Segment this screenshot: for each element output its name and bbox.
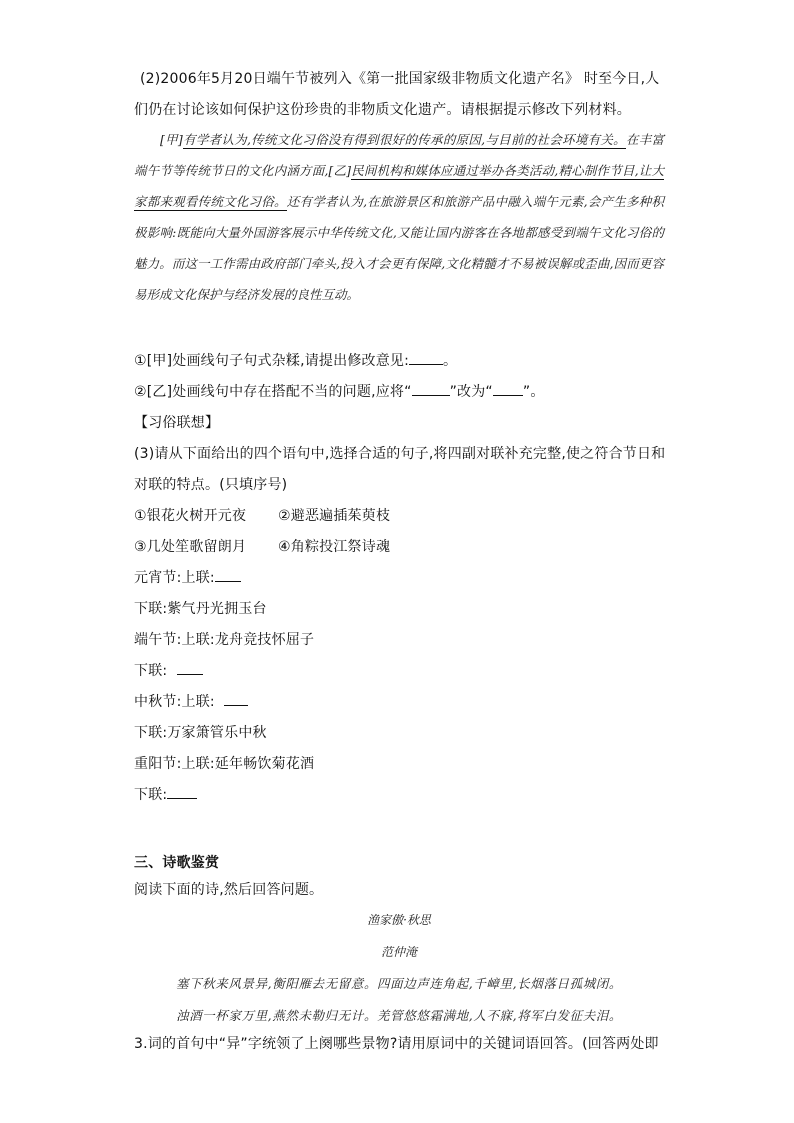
answer-blank[interactable] bbox=[409, 352, 443, 365]
option-2: ②避恶遍插茱萸枝 bbox=[278, 508, 391, 524]
couplet-line bbox=[134, 691, 248, 711]
q2-intro-line2: 们仍在讨论该如何保护这份珍贵的非物质文化遗产。请根据提示修改下列材料。 bbox=[134, 102, 631, 118]
poem-title: 渔家傲·秋思 bbox=[367, 913, 431, 927]
q3-prompt-line1: (3)请从下面给出的四个语句中,选择合适的句子,将四副对联补充完整,使之符合节日和 bbox=[134, 446, 666, 462]
q2-sub1 bbox=[134, 350, 457, 370]
couplet-text: 下联: bbox=[134, 787, 168, 803]
answer-blank[interactable] bbox=[412, 383, 450, 396]
q2-intro-line1: (2)2006年5月20日端午节被列入《第一批国家级非物质文化遗产名》 时至今日,人 bbox=[140, 71, 660, 87]
section-title: 三、诗歌鉴赏 bbox=[134, 855, 220, 871]
q2-passage bbox=[134, 124, 664, 310]
couplet-line bbox=[134, 567, 241, 587]
couplet-text: 中秋节:上联: bbox=[134, 694, 225, 710]
couplet-text: 元宵节:上联: bbox=[134, 570, 215, 586]
answer-blank[interactable] bbox=[215, 569, 241, 582]
option-3: ③几处笙歌留朗月 bbox=[134, 539, 247, 555]
answer-blank[interactable] bbox=[224, 693, 248, 706]
couplet-line: 下联:紫气丹光拥玉台 bbox=[134, 601, 267, 617]
option-1: ①银花火树开元夜 bbox=[134, 508, 247, 524]
couplet-line: 下联:万家箫管乐中秋 bbox=[134, 725, 267, 741]
sub2-text-c: ”。 bbox=[522, 384, 545, 400]
yi-label: [乙] bbox=[328, 163, 352, 178]
yi-underlined-sentence: 民间机构和媒体应通过举办各类活动,精心制作节目,让大家都来观看传统文化习俗。 bbox=[134, 163, 664, 209]
answer-blank[interactable] bbox=[493, 383, 523, 396]
answer-blank[interactable] bbox=[167, 786, 197, 799]
couplet-line bbox=[134, 784, 197, 804]
poem-author: 范仲淹 bbox=[380, 945, 417, 959]
poem-line: 浊酒一杯家万里,燕然未勒归无计。羌管悠悠霜满地,人不寐,将军白发征夫泪。 bbox=[175, 1008, 623, 1023]
question-3: 3.词的首句中“异”字统领了上阕哪些景物?请用原词中的关键词语回答。(回答两处即 bbox=[134, 1036, 659, 1052]
couplet-line: 端午节:上联:龙舟竞技怀屈子 bbox=[134, 632, 315, 648]
sub1-end: 。 bbox=[443, 353, 458, 369]
sub2-text-b: ”改为“ bbox=[449, 384, 493, 400]
answer-blank[interactable] bbox=[177, 662, 203, 675]
couplet-line: 重阳节:上联:延年畅饮菊花酒 bbox=[134, 756, 315, 772]
q2-sub2 bbox=[134, 381, 545, 401]
jia-label: [甲] bbox=[160, 132, 183, 147]
sub2-text-a: ②[乙]处画线句中存在搭配不当的问题,应将“ bbox=[134, 384, 412, 400]
couplet-text: 下联: bbox=[134, 663, 177, 679]
passage-mid-text: 在丰富端午节等传统节日的文化内涵方面, bbox=[134, 132, 664, 178]
poem-line: 塞下秋来风景异,衡阳雁去无留意。四面边声连角起,千嶂里,长烟落日孤城闭。 bbox=[175, 976, 623, 991]
q3-prompt-line2: 对联的特点。(只填序号) bbox=[134, 477, 288, 493]
sub1-text: ①[甲]处画线句子句式杂糅,请提出修改意见: bbox=[134, 353, 410, 369]
section-instruction: 阅读下面的诗,然后回答问题。 bbox=[134, 882, 324, 898]
jia-underlined-sentence: 有学者认为,传统文化习俗没有得到很好的传承的原因,与目前的社会环境有关。 bbox=[182, 132, 626, 147]
couplet-line bbox=[134, 660, 203, 680]
q3-heading: 【习俗联想】 bbox=[134, 415, 220, 431]
passage-rest-text: 还有学者认为,在旅游景区和旅游产品中融入端午元素,会产生多种积极影响:既能向大量外国游客展示中华传统文化,又能让国内游客在各地都感受到端午文化习俗的魅力。而这一工作需由政府部门牵头,投入才会更有保障,文化精髓才不易被误解或歪曲,因而更容易形成文化保护与经济发展的良性互动。 bbox=[134, 194, 664, 302]
option-4: ④角粽投江祭诗魂 bbox=[278, 539, 391, 555]
